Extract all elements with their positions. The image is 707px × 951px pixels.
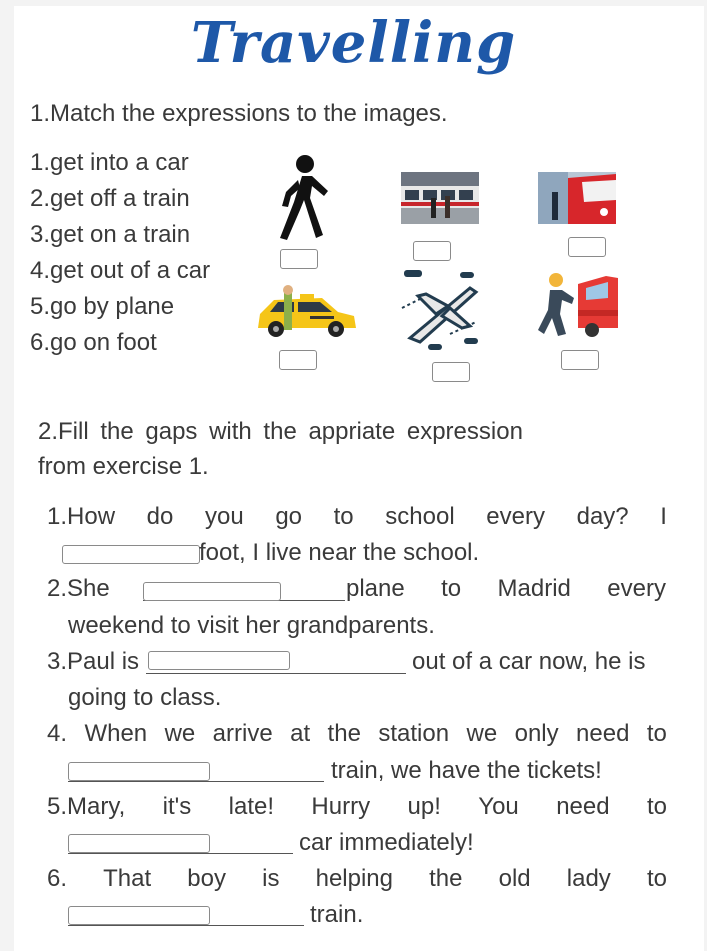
gap-input-3[interactable] (148, 651, 290, 670)
match-item: 6.go on foot (30, 329, 157, 356)
page-title: Travelling (190, 10, 517, 76)
answer-box-2[interactable] (413, 241, 451, 261)
sentence-6-line1: 6. That boy is helping the old lady to (47, 865, 667, 892)
answer-box-3[interactable] (568, 237, 606, 257)
yellow-taxi-image (254, 284, 360, 338)
match-item: 1.get into a car (30, 149, 189, 176)
sentence-2-start: 2.She (47, 575, 110, 602)
gap-line-6 (68, 925, 304, 926)
exercise-1-heading: 1.Match the expressions to the images. (30, 100, 448, 127)
sentence-2-line2: weekend to visit her grandparents. (68, 612, 435, 639)
sentence-4-line1: 4. When we arrive at the station we only need to (47, 720, 667, 747)
gap-input-4[interactable] (68, 762, 210, 781)
train-platform-photo (401, 172, 479, 224)
sentence-3-line2: going to class. (68, 684, 222, 711)
answer-box-1[interactable] (280, 249, 318, 269)
sentence-4-line2: train, we have the tickets! (331, 757, 602, 784)
sentence-5-line2: car immediately! (299, 829, 474, 856)
sentence-3-line1-end: out of a car now, he is (412, 648, 646, 675)
airplane-icon (400, 268, 482, 354)
match-item: 2.get off a train (30, 185, 190, 212)
sentence-2-line1: plane to Madrid every (346, 575, 666, 602)
sentence-6-line2: train. (310, 901, 364, 928)
sentence-5-line1: 5.Mary, it's late! Hurry up! You need to (47, 793, 667, 820)
match-item: 5.go by plane (30, 293, 175, 320)
gap-input-2[interactable] (143, 582, 281, 601)
answer-box-6[interactable] (561, 350, 599, 370)
answer-box-5[interactable] (432, 362, 470, 382)
sentence-3-start: 3.Paul is (47, 648, 140, 675)
gap-input-6[interactable] (68, 906, 210, 925)
gap-input-1[interactable] (62, 545, 200, 564)
match-item: 3.get on a train (30, 221, 191, 248)
sentence-1-line2: foot, I live near the school. (199, 539, 480, 566)
exercise-2-heading-line2: from exercise 1. (38, 453, 209, 480)
person-pushing-car-icon (534, 270, 618, 338)
gap-input-5[interactable] (68, 834, 210, 853)
match-item: 4.get out of a car (30, 257, 211, 284)
sentence-1-line1: 1.How do you go to school every day? I (47, 503, 667, 530)
walking-person-icon (272, 152, 332, 244)
answer-box-4[interactable] (279, 350, 317, 370)
gap-line-4 (68, 781, 324, 782)
red-train-photo (538, 172, 616, 224)
gap-line-3 (146, 673, 406, 674)
gap-line-5 (68, 853, 293, 854)
exercise-2-heading-line1: 2.Fill the gaps with the appriate expression (38, 418, 523, 445)
